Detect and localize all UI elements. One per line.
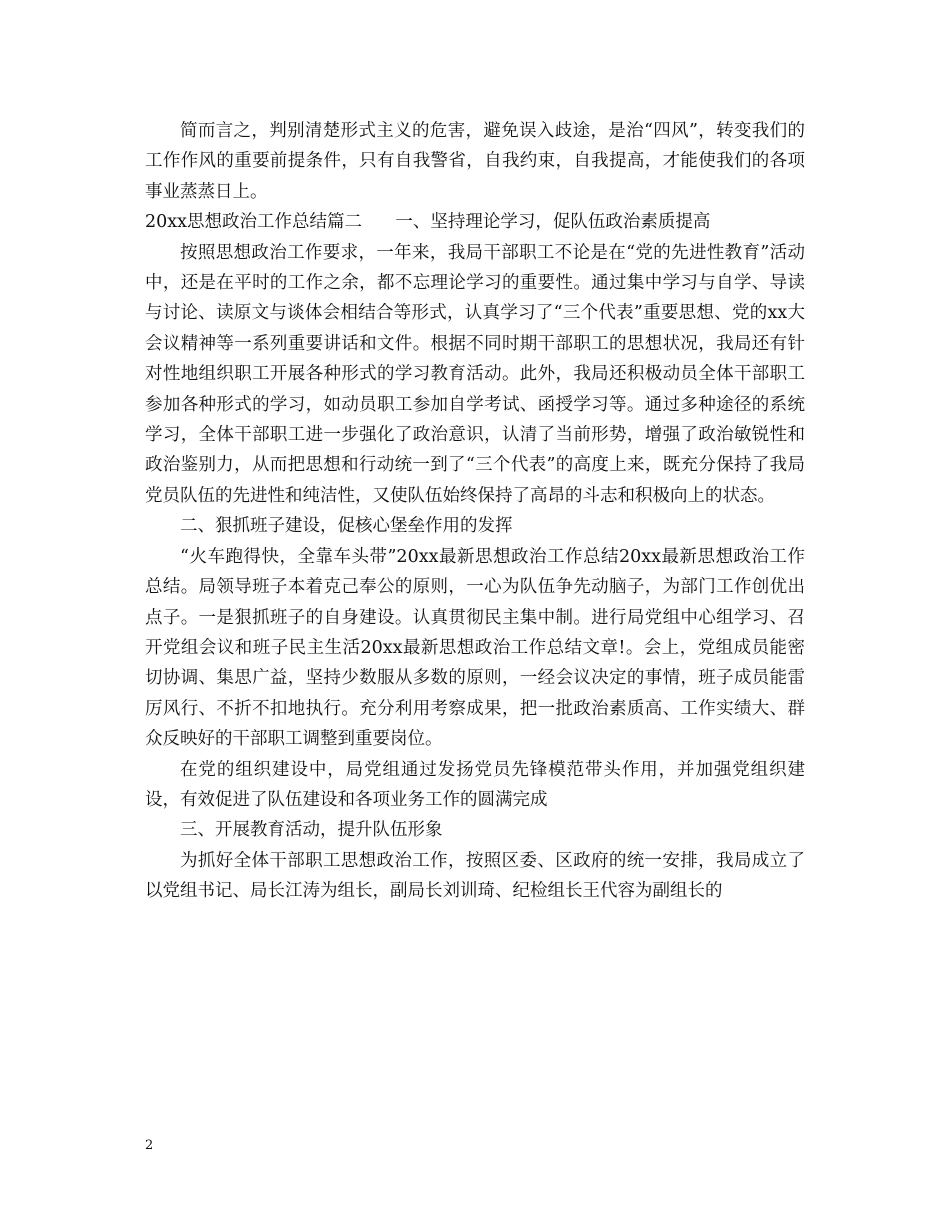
paragraph-team-building: “火车跑得快，全靠车头带”20xx最新思想政治工作总结20xx最新思想政治工作总结。局领导班子本着克己奉公的原则，一心为队伍争先动脑子，为部门工作创优出点子。一是狠抓班子的自身建设。认真贯彻民主集中制。进行局党组中心组学习、召开党组会议和班子民主生活20xx最新思想政治工作总结文章!。会上，党组成员能密切协调、集思广益，坚持少数服从多数的原则，一经会议决定的事情，班子成员能雷厉风行、不折不扣地执行。充分利用考察成果，把一批政治素质高、工作实绩大、群众反映好的干部职工调整到重要岗位。	[145, 546, 805, 750]
paragraph-party-organization: 在党的组织建设中，局党组通过发扬党员先锋模范带头作用，并加强党组织建设，有效促进了队伍建设和各项业务工作的圆满完成	[145, 759, 805, 810]
section-heading-education-activities: 三、开展教育活动，提升队伍形象	[180, 820, 443, 841]
section-heading-part-two: 20xx思想政治工作总结篇二 一、坚持理论学习，促队伍政治素质提高	[145, 212, 711, 233]
paragraph-education-activities: 为抓好全体干部职工思想政治工作，按照区委、区政府的统一安排，我局成立了以党组书记、局长江涛为组长，副局长刘训琦、纪检组长王代容为副组长的	[145, 850, 805, 902]
section-heading-team-building: 二、狠抓班子建设，促核心堡垒作用的发挥	[180, 516, 513, 537]
page-number: 2	[145, 1138, 154, 1153]
paragraph-theory-study: 按照思想政治工作要求，一年来，我局干部职工不论是在“党的先进性教育”活动中，还是在平时的工作之余，都不忘理论学习的重要性。通过集中学习与自学、导读与讨论、读原文与谈体会相结合等形式，认真学习了“三个代表”重要思想、党的xx大会议精神等一系列重要讲话和文件。根据不同时期干部职工的思想状况，我局还有针对性地组织职工开展各种形式的学习教育活动。此外，我局还积极动员全体干部职工参加各种形式的学习，如动员职工参加自学考试、函授学习等。通过多种途径的系统学习，全体干部职工进一步强化了政治意识，认清了当前形势，增强了政治敏锐性和政治鉴别力，从而把思想和行动统一到了“三个代表”的高度上来，既充分保持了我局党员队伍的先进性和纯洁性，又使队伍始终保持了高昂的斗志和积极向上的状态。	[145, 242, 805, 506]
document-body	[145, 116, 805, 907]
paragraph-conclusion: 简而言之，判别清楚形式主义的危害，避免误入歧途，是治“四风”，转变我们的工作作风的重要前提条件，只有自我警省，自我约束，自我提高，才能使我们的各项事业蒸蒸日上。	[145, 121, 805, 202]
